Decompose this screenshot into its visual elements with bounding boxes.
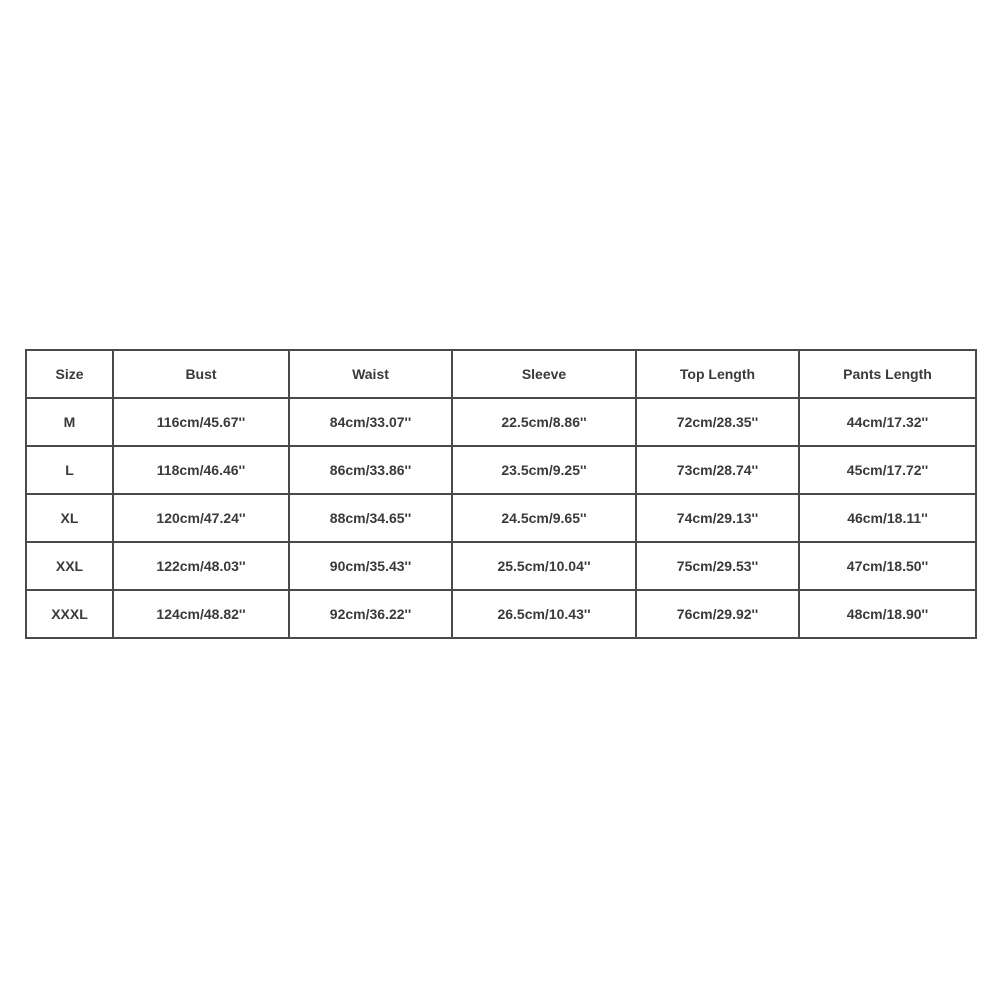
header-waist: Waist [289,350,452,398]
table-header-row [26,350,976,398]
cell-bust: 122cm/48.03'' [113,542,289,590]
cell-pants-length: 48cm/18.90'' [799,590,976,638]
cell-sleeve: 23.5cm/9.25'' [452,446,636,494]
cell-size: XL [26,494,113,542]
cell-bust: 120cm/47.24'' [113,494,289,542]
cell-sleeve: 25.5cm/10.04'' [452,542,636,590]
header-sleeve: Sleeve [452,350,636,398]
cell-sleeve: 26.5cm/10.43'' [452,590,636,638]
cell-size: L [26,446,113,494]
cell-size: XXL [26,542,113,590]
cell-pants-length: 44cm/17.32'' [799,398,976,446]
cell-bust: 124cm/48.82'' [113,590,289,638]
header-pants-length: Pants Length [799,350,976,398]
table-row [26,542,976,590]
cell-waist: 86cm/33.86'' [289,446,452,494]
table-row [26,446,976,494]
header-size: Size [26,350,113,398]
cell-pants-length: 45cm/17.72'' [799,446,976,494]
cell-top-length: 76cm/29.92'' [636,590,799,638]
cell-top-length: 72cm/28.35'' [636,398,799,446]
cell-waist: 84cm/33.07'' [289,398,452,446]
cell-top-length: 75cm/29.53'' [636,542,799,590]
header-top-length: Top Length [636,350,799,398]
cell-top-length: 73cm/28.74'' [636,446,799,494]
cell-sleeve: 22.5cm/8.86'' [452,398,636,446]
cell-top-length: 74cm/29.13'' [636,494,799,542]
cell-sleeve: 24.5cm/9.65'' [452,494,636,542]
table-row [26,398,976,446]
cell-waist: 88cm/34.65'' [289,494,452,542]
header-bust: Bust [113,350,289,398]
size-chart-table [25,349,977,639]
cell-pants-length: 47cm/18.50'' [799,542,976,590]
cell-waist: 92cm/36.22'' [289,590,452,638]
cell-waist: 90cm/35.43'' [289,542,452,590]
cell-size: XXXL [26,590,113,638]
table-row [26,590,976,638]
cell-pants-length: 46cm/18.11'' [799,494,976,542]
cell-bust: 118cm/46.46'' [113,446,289,494]
cell-size: M [26,398,113,446]
cell-bust: 116cm/45.67'' [113,398,289,446]
table-row [26,494,976,542]
